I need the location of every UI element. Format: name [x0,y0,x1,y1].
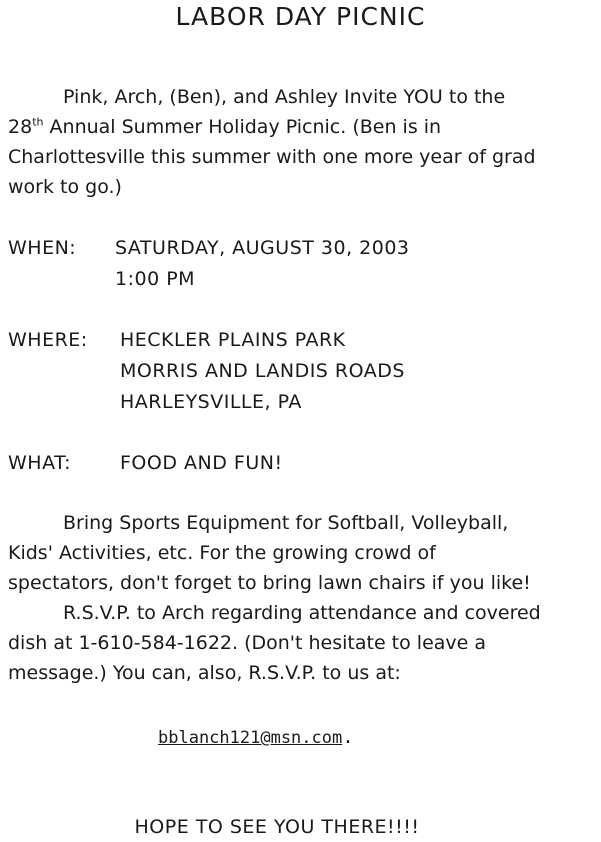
page-title: LABOR DAY PICNIC [175,2,426,31]
email-block [158,722,354,753]
rsvp-line: R.S.V.P. to Arch regarding attendance and covered [63,602,541,624]
bring-line: Bring Sports Equipment for Softball, Volleyball, [63,512,509,534]
intro-line: work to go.) [8,176,122,198]
what-value: FOOD AND FUN! [120,452,283,474]
where-value [120,325,405,418]
what-label: WHAT: [8,452,72,474]
when-time: 1:00 PM [115,268,196,290]
where-line: HECKLER PLAINS PARK [120,329,346,351]
ordinal-number: 28 [8,116,33,138]
where-line: MORRIS AND LANDIS ROADS [120,360,405,382]
rsvp-paragraph [8,598,601,688]
rsvp-line: message.) You can, also, R.S.V.P. to us at: [8,662,401,684]
ordinal-suffix: th [32,115,44,129]
where-line: HARLEYSVILLE, PA [120,391,302,413]
email-link[interactable]: bblanch121@msn.com [158,728,343,748]
email-period: . [342,726,354,748]
intro-line [8,112,601,142]
intro-paragraph [8,82,601,202]
when-label: WHEN: [8,237,77,259]
intro-line-rest: Annual Summer Holiday Picnic. (Ben is in [43,116,442,138]
when-value [115,233,410,295]
bring-line: Kids' Activities, etc. For the growing crowd of [8,542,436,564]
intro-line: Charlottesville this summer with one more year of grad [8,146,536,168]
when-date: SATURDAY, AUGUST 30, 2003 [115,237,410,259]
bring-line: spectators, don't forget to bring lawn chairs if you like! [8,572,531,594]
rsvp-line: dish at 1-610-584-1622. (Don't hesitate to leave a [8,632,487,654]
closing-line: HOPE TO SEE YOU THERE!!!! [134,816,420,838]
where-label: WHERE: [8,329,88,351]
bring-paragraph [8,508,601,598]
intro-line: Pink, Arch, (Ben), and Ashley Invite YOU to the [63,86,506,108]
